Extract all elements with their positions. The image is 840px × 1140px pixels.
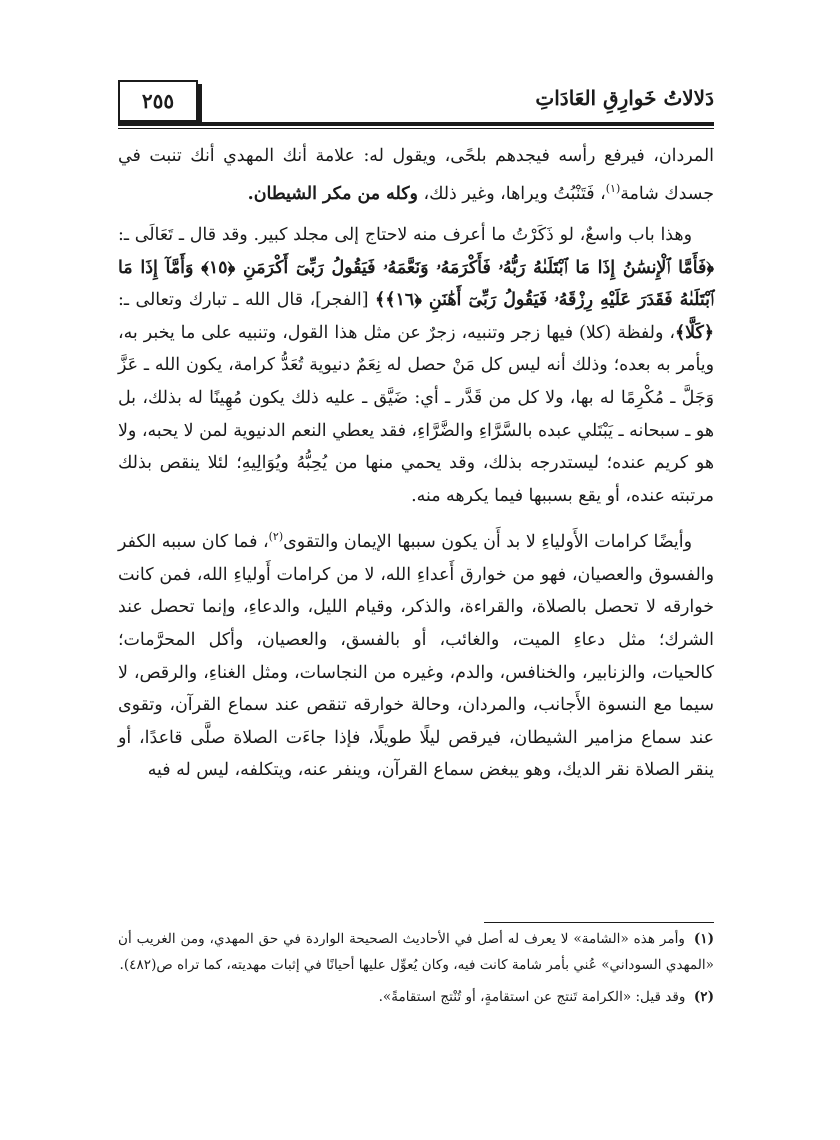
body-text bbox=[118, 140, 714, 796]
running-title: دَلالاتُ خَوارِقِ العَادَاتِ bbox=[535, 86, 714, 110]
footnote-1-mark: (١) bbox=[693, 931, 715, 947]
footnote-2 bbox=[118, 984, 714, 1010]
footnote-ref-1: (١) bbox=[605, 181, 621, 195]
p2-rest: ، ولفظة (كلا) فيها زجر وتنبيه، زجرٌ عن مثل هذا القول، وتنبيه على ما يخبر به، ويأمر به بعده؛ وذلك أنه ليس كل مَنْ حصل له نِعَمٌ دنيوية تُعَدُّ كرامة، يكون الله ـ عَزَّ وَجَلَّ ـ مُكْرِمًا له بها، ولا كل من قَدَّر ـ أي: ضَيَّق ـ عليه ذلك يكون مُهِينًا له بذلك، بل هو ـ سبحانه ـ يَبْتَلي عبده بالسَّرَّاءِ والضَّرَّاءِ، فقد يعطي النعم الدنيوية لمن لا يحبه، ولا هو كريم عنده؛ ليستدرجه بذلك، وقد يحمي منها من يُحِبُّهُ ويُوَالِيهِ؛ لئلا ينقص بذلك مرتبته عنده، أو يقع بسببها فيما يكرهه منه. bbox=[118, 322, 714, 506]
p2-intro: وهذا باب واسعٌ، لو ذَكَرْتُ ما أعرف منه لاحتاج إلى مجلد كبير. وقد قال ـ تَعَالَى ـ: bbox=[118, 224, 692, 245]
paragraph-1 bbox=[118, 140, 714, 210]
p1-bold-conclusion: وكله من مكر الشيطان. bbox=[247, 183, 418, 204]
header-rule-thin bbox=[118, 128, 714, 129]
p2-after-verse: [الفجر]، قال الله ـ تبارك وتعالى ـ: bbox=[118, 290, 376, 311]
footnotes bbox=[118, 926, 714, 1016]
footnote-2-text: وقد قيل: «الكرامة تَنتج عن استقامةٍ، أو تُنْتج استقامةً». bbox=[378, 989, 686, 1005]
page-number: ٢٥٥ bbox=[118, 80, 198, 122]
footnote-2-mark: (٢) bbox=[693, 989, 714, 1005]
quran-kalla: ﴿كَلَّا﴾ bbox=[674, 322, 714, 343]
p1-after: ، فَتَنْبُتُ ويراها، وغير ذلك، bbox=[417, 183, 606, 204]
p1-text: المردان، فيرفع رأسه فيجدهم بلحًى، ويقول له: علامة أنك المهدي أنك تنبت في جسدك شامة bbox=[118, 146, 714, 204]
p3-text: وأيضًا كرامات الأَولياءِ لا بد أَن يكون سببها الإيمان والتقوى bbox=[283, 532, 692, 553]
p3-rest: ، فما كان سببه الكفر والفسوق والعصيان، فهو من خوارق أَعداءِ الله، لا من كرامات أَولياءِ الله، فمن كانت خوارقه لا تحصل بالصلاة، والقراءة، والذكر، وقيام الليل، والدعاءِ، وإنما تحصل عند الشرك؛ مثل دعاءِ الميت، والغائب، أو بالفسق، والعصيان، وأكل المحرَّمات؛ كالحيات، والزنابير، والخنافس، والدم، وغيره من النجاسات، ومثل الغناءِ، والرقص، لا سيما مع النسوة الأَجانب، والمردان، وحالة خوارقه تنقص عند سماع القرآن، وتقوى عند سماع مزامير الشيطان، فيرقص ليلًا طويلًا، فإذا جاءَت الصلاة صلَّى قاعدًا، أو ينقر الصلاة نقر الديك، وهو يبغض سماع القرآن، وينفر عنه، ويتكلفه، ليس له فيه bbox=[118, 532, 714, 781]
footnote-1-text: وأمر هذه «الشامة» لا يعرف له أصل في الأحاديث الصحيحة الواردة في حق المهدي، ومن الغريب أن «المهدي السوداني» عُني بأمر شامة كانت فيه، وكان يُعوِّل عليها أحيانًا في إثبات مهديته، كما تراه ص(٤٨٢). bbox=[118, 931, 714, 973]
footnote-ref-2: (٢) bbox=[268, 530, 284, 544]
footnote-separator bbox=[484, 922, 714, 923]
page-header bbox=[118, 80, 714, 120]
header-rule-thick bbox=[118, 122, 714, 126]
quran-verse: ﴿فَأَمَّا ٱلْإِنسَٰنُ إِذَا مَا ٱبْتَلَىٰهُ رَبُّهُۥ فَأَكْرَمَهُۥ وَنَعَّمَهُۥ فَيَقُولُ رَبِّىٓ أَكْرَمَنِ ﴿١٥﴾ وَأَمَّآ إِذَا مَا ٱبْتَلَىٰهُ فَقَدَرَ عَلَيْهِ رِزْقَهُۥ فَيَقُولُ رَبِّىٓ أَهَٰنَنِ ﴿١٦﴾﴾ bbox=[118, 257, 715, 311]
paragraph-2 bbox=[118, 219, 714, 512]
footnote-1 bbox=[118, 926, 714, 978]
paragraph-3 bbox=[118, 521, 714, 787]
